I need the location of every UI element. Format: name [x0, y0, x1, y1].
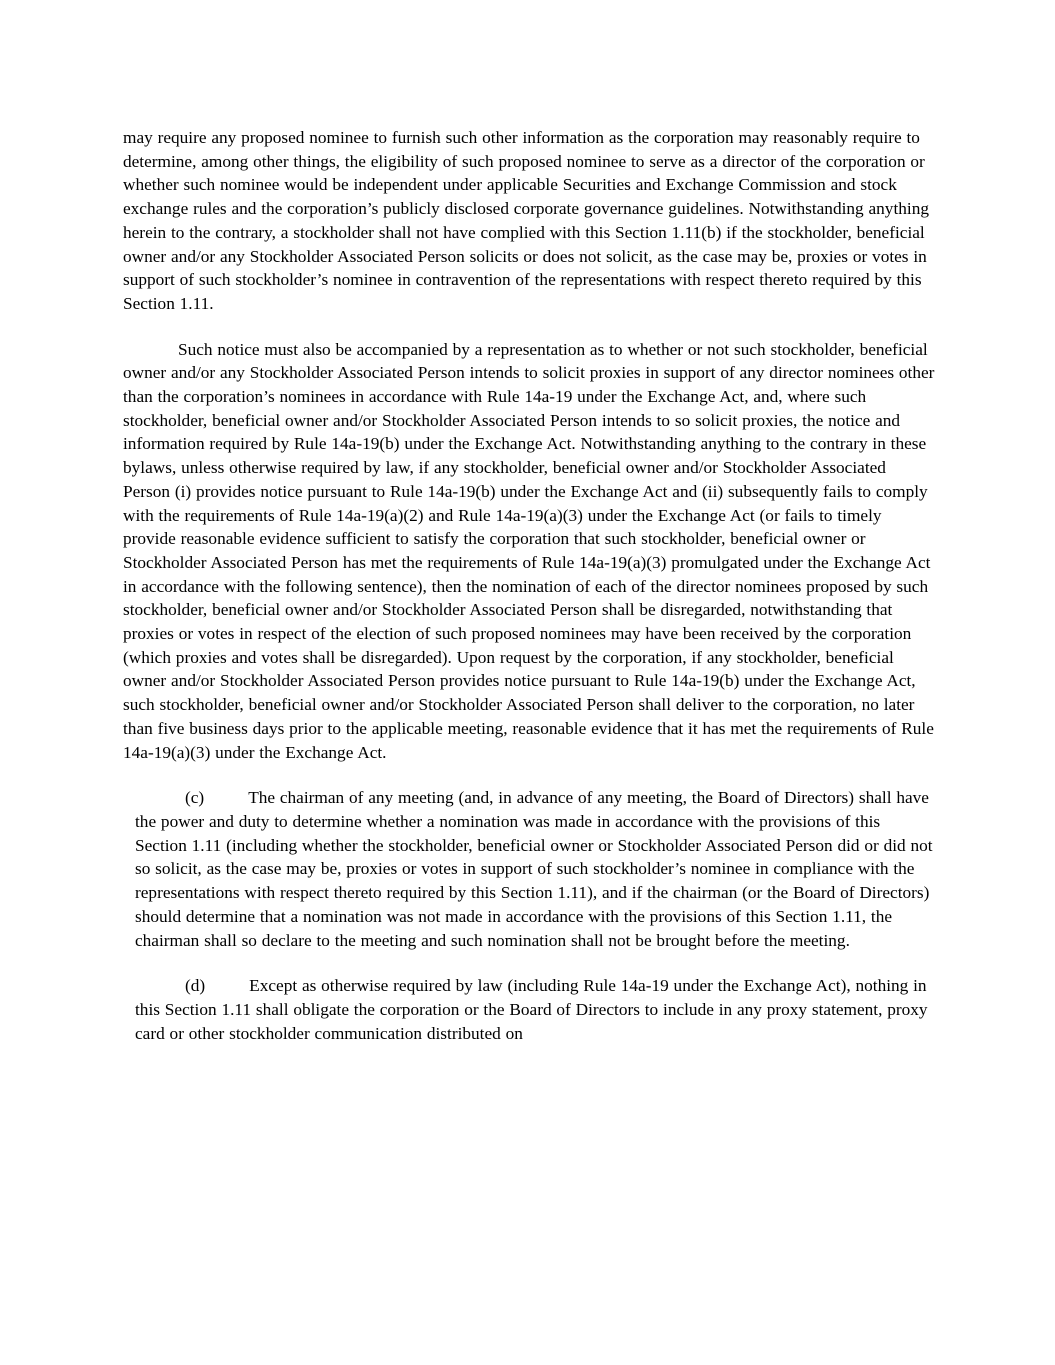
paragraph-item-c	[135, 786, 935, 952]
paragraph-text: Such notice must also be accompanied by a representation as to whether or not such stockholder, beneficial owner and/or any Stockholder Associated Person intends to solicit proxies in support of any director nominees other than the corporation’s nominees in accordance with Rule 14a-19 under the Exchange Act, and, where such stockholder, beneficial owner and/or Stockholder Associated Person intends to so solicit proxies, the notice and information required by Rule 14a-19(b) under the Exchange Act. Notwithstanding anything to the contrary in these bylaws, unless otherwise required by law, if any stockholder, beneficial owner and/or Stockholder Associated Person (i) provides notice pursuant to Rule 14a-19(b) under the Exchange Act and (ii) subsequently fails to comply with the requirements of Rule 14a-19(a)(2) and Rule 14a-19(a)(3) under the Exchange Act (or fails to timely provide reasonable evidence sufficient to satisfy the corporation that such stockholder, beneficial owner or Stockholder Associated Person has met the requirements of Rule 14a-19(a)(3) promulgated under the Exchange Act in accordance with the following sentence), then the nomination of each of the director nominees proposed by such stockholder, beneficial owner and/or Stockholder Associated Person shall be disregarded, notwithstanding that proxies or votes in respect of the election of such proposed nominees may have been received by the corporation (which proxies and votes shall be disregarded). Upon request by the corporation, if any stockholder, beneficial owner and/or Stockholder Associated Person provides notice pursuant to Rule 14a-19(b) under the Exchange Act, such stockholder, beneficial owner and/or Stockholder Associated Person shall deliver to the corporation, no later than five business days prior to the applicable meeting, reasonable evidence that it has met the requirements of Rule 14a-19(a)(3) under the Exchange Act.	[123, 339, 935, 762]
tab-spacer	[205, 990, 249, 991]
paragraph-notice-representation	[123, 338, 935, 765]
paragraph-item-d	[135, 974, 935, 1045]
paragraph-label: (c)	[185, 788, 205, 808]
paragraph-continuation	[123, 126, 935, 316]
paragraph-text: The chairman of any meeting (and, in advance of any meeting, the Board of Directors) shall have the power and duty to determine whether a nomination was made in accordance with the provisions of this Section 1.11 (including whether the stockholder, beneficial owner or Stockholder Associated Person did or did not so solicit, as the case may be, proxies or votes in support of such stockholder’s nominee in compliance with the representations with respect thereto required by this Section 1.11), and if the chairman (or the Board of Directors) should determine that a nomination was not made in accordance with the provisions of this Section 1.11, the chairman shall so declare to the meeting and such nomination shall not be brought before the meeting.	[135, 788, 933, 950]
paragraph-text: may require any proposed nominee to furnish such other information as the corporation may reasonably require to determine, among other things, the eligibility of such proposed nominee to serve as a director of the corporation or whether such nominee would be independent under applicable Securities and Exchange Commission and stock exchange rules and the corporation’s publicly disclosed corporate governance guidelines. Notwithstanding anything herein to the contrary, a stockholder shall not have complied with this Section 1.11(b) if the stockholder, beneficial owner and/or any Stockholder Associated Person solicits or does not solicit, as the case may be, proxies or votes in support of such stockholder’s nominee in contravention of the representations with respect thereto required by this Section 1.11.	[123, 128, 929, 313]
paragraph-text: Except as otherwise required by law (including Rule 14a-19 under the Exchange Act), nothing in this Section 1.11 shall obligate the corporation or the Board of Directors to include in any proxy statement, proxy card or other stockholder communication distributed on	[135, 976, 928, 1043]
paragraph-label: (d)	[185, 976, 206, 996]
document-content	[123, 126, 935, 1045]
tab-spacer	[204, 802, 248, 803]
